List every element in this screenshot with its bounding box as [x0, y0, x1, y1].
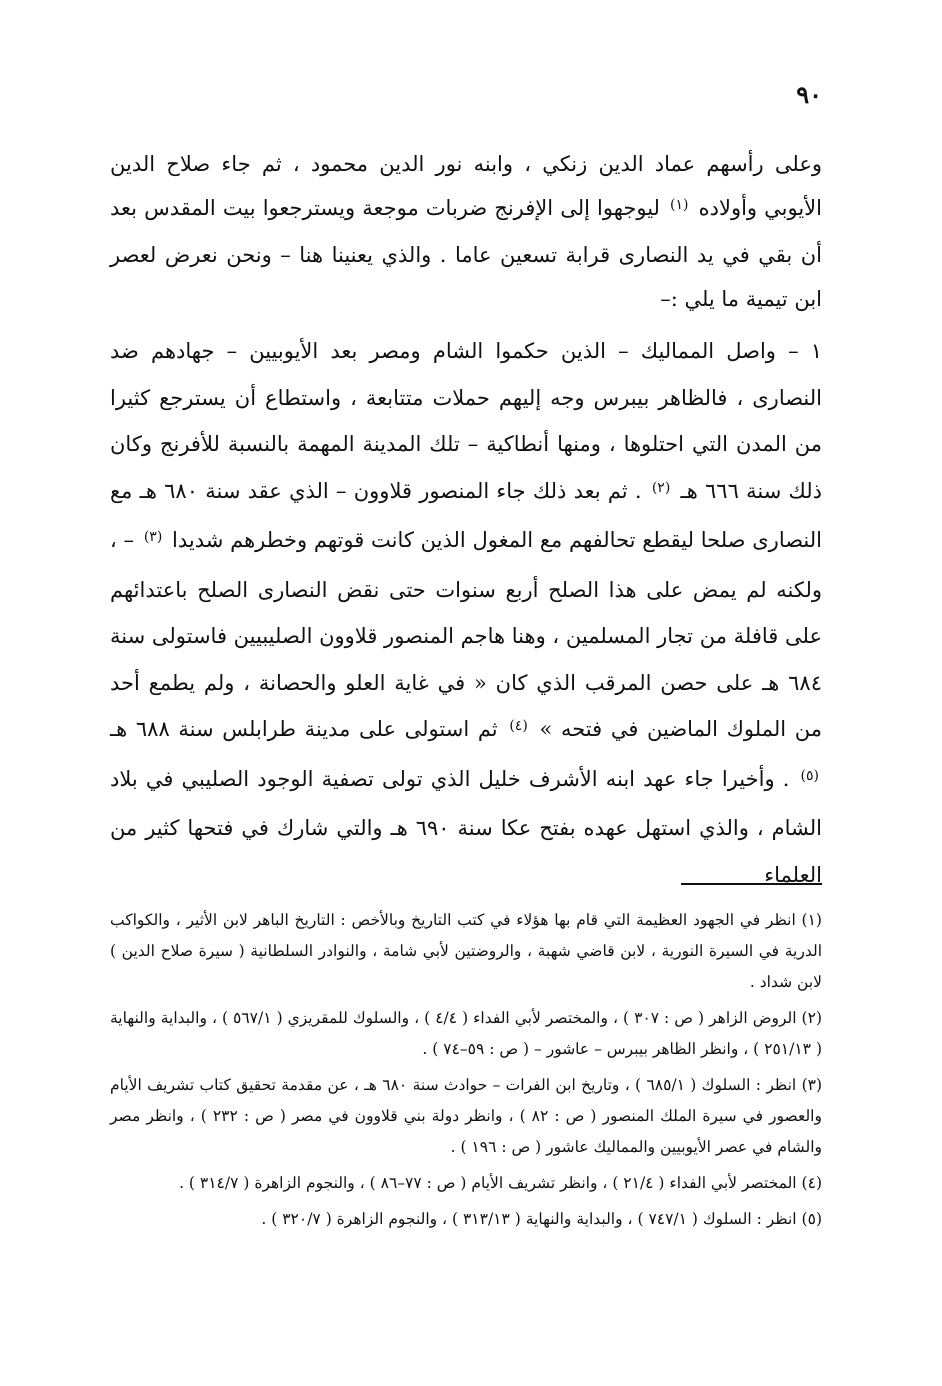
footnote-text: انظر : السلوك ( ٦٨٥/١ ) ، وتاريخ ابن الفرات – حوادث سنة ٦٨٠ هـ ، عن مقدمة تحقيق كتاب تشريف الأيام والعصور في سيرة الملك المنصور ( ص : ٨٢ ) ، وانظر دولة بني قلاوون في مصر ( ص : ٢٣٢ ) ، وانظر مصر والشام في عصر الأيوبيين والمماليك عاشور ( ص : ١٩٦ ) . — [110, 1076, 822, 1156]
intro-paragraph — [110, 142, 822, 321]
point-1-paragraph — [110, 328, 822, 898]
footnote-1 — [110, 905, 822, 998]
footnote-text: المختصر لأبي الفداء ( ٢١/٤ ) ، وانظر تشريف الأيام ( ص : ٧٧–٨٦ ) ، والنجوم الزاهرة ( ٣١٤/٧ ) . — [179, 1174, 797, 1192]
footnote-4 — [110, 1168, 822, 1199]
footnote-3 — [110, 1070, 822, 1163]
intro-text-1: وعلى رأسهم عماد الدين زنكي ، وابنه نور الدين محمود ، ثم جاء صلاح الدين الأيوبي وأولاده — [110, 152, 822, 220]
footnote-2 — [110, 1003, 822, 1065]
footnote-ref-4[interactable]: (٤) — [509, 718, 528, 734]
footnote-number: (٥) — [801, 1210, 822, 1228]
footnote-text: انظر في الجهود العظيمة التي قام بها هؤلاء في كتب التاريخ وبالأخص : التاريخ الباهر لابن الأثير ، والكواكب الدرية في السيرة النورية ، لابن قاضي شهبة ، والروضتين لأبي شامة ، والنوادر السلطانية ( سيرة صلاح الدين ) لابن شداد . — [110, 911, 822, 991]
footnote-number: (٤) — [801, 1174, 822, 1192]
footnote-ref-5[interactable]: (٥) — [800, 767, 819, 784]
footnote-number: (٣) — [801, 1076, 823, 1094]
intro-text-2: ليوجهوا إلى الإفرنج ضربات موجعة ويسترجعوا بيت المقدس بعد أن بقي في يد النصارى قرابة تسعين عاما . والذي يعنينا هنا – ونحن نعرض لعصر ابن تيمية ما يلي :– — [110, 196, 822, 311]
footnote-5 — [110, 1204, 822, 1235]
footnotes — [110, 905, 822, 1240]
footnote-ref-3[interactable]: (٣) — [143, 529, 163, 545]
point-1-text-5: . وأخيرا جاء عهد ابنه الأشرف خليل الذي تولى تصفية الوجود الصليبي في بلاد الشام ، والذي استهل عهده بفتح عكا سنة ٦٩٠ هـ والتي شارك في فتحها كثير من العلماء — [110, 766, 822, 887]
footnote-ref-2[interactable]: (٢) — [651, 479, 671, 496]
footnote-number: (١) — [801, 911, 822, 929]
page-number: ٩٠ — [796, 80, 822, 109]
footnote-text: الروض الزاهر ( ص : ٣٠٧ ) ، والمختصر لأبي الفداء ( ٤/٤ ) ، والسلوك للمقريزي ( ٥٦٧/١ ) ، والبداية والنهاية ( ٢٥١/١٣ ) ، وانظر الظاهر بيبرس – عاشور – ( ص : ٥٩–٧٤ ) . — [110, 1009, 822, 1058]
footnote-ref-1[interactable]: (١) — [670, 197, 689, 213]
point-1-text-3: – ، ولكنه لم يمض على هذا الصلح أربع سنوات حتى نقض النصارى الصلح باعتدائهم على قافلة من تجار المسلمين ، وهنا هاجم المنصور قلاوون الصليبيين فاستولى سنة ٦٨٤ هـ على حصن المرقب الذي كان « في غاية العلو والحصانة ، ولم يطمع أحد من الملوك الماضين في فتحه » — [110, 528, 822, 741]
point-1-text-4: ثم استولى على مدينة طرابلس سنة ٦٨٨ هـ — [110, 717, 498, 741]
point-1-text-1: ١ – واصل المماليك – الذين حكموا الشام ومصر بعد الأيوبيين – جهادهم ضد النصارى ، فالظاهر بيبرس وجه إليهم حملات متتابعة ، واستطاع أن يسترجع كثيرا من المدن التي احتلوها ، ومنها أنطاكية – تلك المدينة المهمة بالنسبة للأفرنج وكان ذلك سنة ٦٦٦ هـ — [110, 339, 822, 503]
footnote-number: (٢) — [801, 1009, 822, 1027]
footnote-divider — [681, 883, 822, 885]
point-1-text-2: . ثم بعد ذلك جاء المنصور قلاوون – الذي عقد سنة ٦٨٠ هـ مع النصارى صلحا ليقطع تحالفهم مع المغول الذين كانت قوتهم وخطرهم شديدا — [110, 478, 823, 552]
footnote-text: انظر : السلوك ( ٧٤٧/١ ) ، والبداية والنهاية ( ٣١٣/١٣ ) ، والنجوم الزاهرة ( ٣٢٠/٧ ) . — [261, 1210, 797, 1228]
